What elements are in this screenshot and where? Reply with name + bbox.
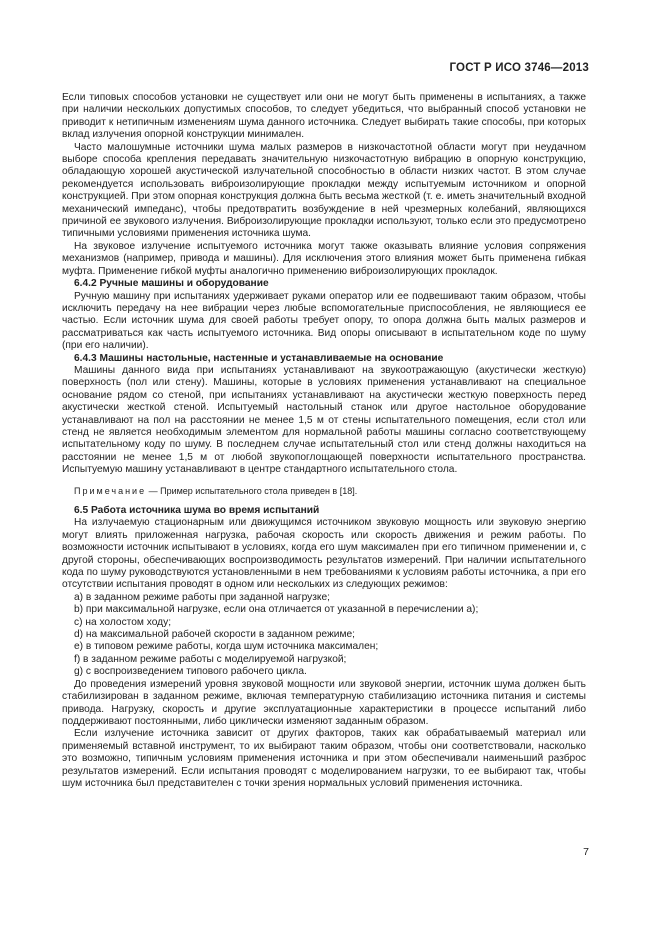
list-item: a) в заданном режиме работы при заданной нагрузке; [74,591,330,603]
mode-list [62,592,586,679]
paragraph: Если типовых способов установки не существует или они не могут быть применены в испытаниях, а также при наличии нескольких допустимых способов, то следует убедиться, что выбранный способ установки не приводит к нетипичным изменениям шума данного источника. Следует выбирать такие способы, при которых вклад излучения опорной конструкции минимален. [62,92,586,141]
section-heading: 6.4.3 Машины настольные, настенные и устанавливаемые на основание [74,352,444,364]
paragraph: На звуковое излучение испытуемого источника могут также оказывать влияние условия сопряжения механизмов (например, привода и машины). Для исключения этого влияния может быть применена гибкая муфта. Применение гибкой муфты аналогично применению виброизолирующих прокладок. [62,240,586,277]
note-text: — Пример испытательного стола приведен в [18]. [146,485,358,496]
paragraph: Часто малошумные источники шума малых размеров в низкочастотной области могут при неудачном выборе способа крепления передавать значительную низкочастотную вибрацию в опорную конструкцию, обладающую хорошей акустической излучательной способностью в области низких частот. В этом случае рекомендуется использовать виброизолирующие прокладки между испытуемым источником и опорной конструкцией. При этом опорная конструкция должна быть весьма жесткой (т. е. иметь значительный входной механический импеданс), чтобы предотвратить возбуждение в ней чрезмерных колебаний, являющихся причиной ее звукового излучения. Виброизолирующие прокладки используют, только если это предусмотрено типичными условиями применения источника шума. [62,141,586,240]
section-heading: 6.5 Работа источника шума во время испытаний [74,505,320,516]
section-heading: 6.4.2 Ручные машины и оборудование [74,278,269,290]
note [74,485,586,497]
paragraph: До проведения измерений уровня звуковой мощности или звуковой энергии, источник шума должен быть стабилизирован в заданном режиме, включая температурную стабилизацию источника питания и системы привода. Нагрузку, скорость и другие эксплуатационные характеристики в процессе испытаний либо поддерживают постоянными, либо циклически изменяют заданным образом. [62,678,586,727]
list-item: b) при максимальной нагрузке, если она отличается от указанной в перечислении a); [74,604,479,616]
document-body [62,92,586,790]
list-item: e) в типовом режиме работы, когда шум источника максимален; [74,641,379,653]
paragraph: На излучаемую стационарным или движущимся источником звуковую мощность или звуковую энергию могут влиять приложенная нагрузка, рабочая скорость или скорость движения и режим работы. По возможности источник испытывают в условиях, когда его шум максимален при его типичном применении и, с другой стороны, обеспечивающих воспроизводимость результатов измерений. При наличии испытательного кода по шуму руководствуются установленными в нем требованиями к условиям работы источника, а при его отсутствии испытания проводят в одном или нескольких из следующих режимов: [62,517,586,591]
list-item: c) на холостом ходу; [74,616,172,628]
list-item: g) с воспроизведением типового рабочего цикла. [74,666,307,678]
list-item: d) на максимальной рабочей скорости в заданном режиме; [74,629,355,641]
paragraph: Машины данного вида при испытаниях устанавливают на звукоотражающую (акустически жесткую) поверхность (пол или стену). Машины, которые в условиях применения устанавливают на специальное основание рядом со стеной, при испытаниях устанавливают на акустически жесткую поверхность перед акустически жесткой стеной. Испытуемый настольный станок или другое настольное оборудование устанавливают на пол на расстоянии не менее 1,5 м от стены испытательного помещения, если стол или стенд не является необходимым элементом для нормальной работы машины согласно соответствующему испытательному коду по шуму. В последнем случае испытательный стол или стенд должны находиться на расстоянии не менее 1,5 м от любой звукопоглощающей поверхности испытательного пространства. Испытуемую машину устанавливают в центре стандартного испытательного стола. [62,364,586,476]
document-header: ГОСТ Р ИСО 3746—2013 [449,62,589,74]
list-item: f) в заданном режиме работы с моделируемой нагрузкой; [74,653,347,665]
page-number: 7 [583,846,589,858]
paragraph: Ручную машину при испытаниях удерживает руками оператор или ее подвешивают таким образом, чтобы исключить передачу на нее вибрации через любые вспомогательные приспособления, не являющиеся ее частью. Если источник шума для своей работы требует опору, то опора должна быть малых размеров и рассматриваться как часть испытуемого источника. Вид опоры описывают в испытательном коде по шуму (при его наличии). [62,290,586,352]
note-label: Примечание [74,485,147,496]
paragraph: Если излучение источника зависит от других факторов, таких как обрабатываемый материал или применяемый вставной инструмент, то их выбирают таким образом, чтобы они соответствовали, насколько это возможно, типичным условиям применения источника и при этом обеспечивали наименьший разброс результатов измерений. Если испытания проводят с моделированием нагрузки, то ее выбирают так, чтобы шум источника был представителен с точки зрения нормальных условий применения источника. [62,728,586,789]
